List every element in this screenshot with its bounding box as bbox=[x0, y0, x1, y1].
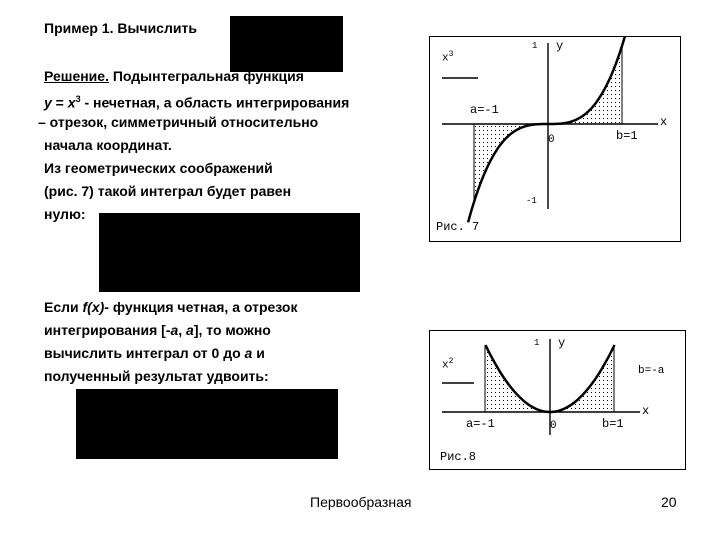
fig8-y-label: y bbox=[558, 336, 566, 350]
func-fx: f(x) bbox=[82, 299, 105, 315]
figure-7-plot bbox=[430, 37, 680, 241]
fig8-caption: Рис.8 bbox=[440, 450, 477, 464]
fig8-func-exp: 2 bbox=[448, 357, 454, 366]
var-a-2: a bbox=[186, 322, 194, 338]
fig7-top-tick: 1 bbox=[532, 41, 538, 51]
solution-line-7: нулю: bbox=[44, 206, 86, 222]
solution-line-1-text: Подынтегральная функция bbox=[108, 68, 304, 84]
fig8-a-label: a=-1 bbox=[466, 417, 495, 431]
fig7-func-x: x bbox=[442, 52, 449, 65]
figure-8-plot bbox=[430, 331, 685, 469]
even-line-1-b: - функция четная, а отрезок bbox=[104, 299, 298, 315]
even-line-3-b: и bbox=[252, 345, 265, 361]
even-line-3-a: вычислить интеграл от 0 до bbox=[44, 345, 245, 361]
var-y: y bbox=[44, 94, 52, 111]
var-a-1: a bbox=[170, 322, 179, 338]
page-number: 20 bbox=[661, 494, 677, 510]
fig8-b-neg-a-label: b=-a bbox=[638, 365, 665, 377]
even-line-4: полученный результат удвоить: bbox=[44, 368, 269, 384]
formula-redaction-1 bbox=[230, 16, 343, 72]
slide-title: Пример 1. Вычислить bbox=[44, 20, 197, 36]
fig7-b-label: b=1 bbox=[616, 129, 638, 143]
fig7-a-label: a=-1 bbox=[470, 103, 499, 117]
even-line-2-a: интегрирования [- bbox=[44, 322, 171, 338]
solution-line-2-text: - нечетная, а область интегрирования bbox=[80, 94, 350, 111]
formula-redaction-3 bbox=[76, 389, 338, 459]
fig7-bottom-tick: -1 bbox=[526, 196, 537, 206]
even-line-3 bbox=[44, 343, 265, 363]
even-line-2-c: ], то можно bbox=[193, 322, 271, 338]
solution-line-5: Из геометрических соображений bbox=[44, 160, 273, 176]
fig8-func-label bbox=[442, 357, 453, 372]
fig7-func-exp: 3 bbox=[448, 50, 454, 59]
fig7-y-label: y bbox=[556, 39, 564, 53]
fig7-x-label: x bbox=[660, 115, 668, 129]
fig8-top-tick: 1 bbox=[534, 338, 540, 348]
fig8-origin: 0 bbox=[550, 420, 557, 432]
var-a-3: a bbox=[244, 345, 253, 361]
fig7-func-label bbox=[442, 50, 453, 65]
fig8-func-x: x bbox=[442, 359, 449, 372]
formula-redaction-2 bbox=[99, 213, 360, 292]
solution-line-3: – отрезок, симметричный относительно bbox=[38, 114, 319, 130]
even-line-1 bbox=[44, 297, 297, 317]
solution-line-4: начала координат. bbox=[44, 137, 172, 153]
exponent: 3 bbox=[75, 94, 81, 104]
fig8-x-label: x bbox=[642, 404, 650, 418]
fig8-b-label: b=1 bbox=[602, 417, 624, 431]
var-x: x bbox=[67, 94, 76, 111]
even-line-2-b: , bbox=[178, 322, 187, 338]
footer-topic: Первообразная bbox=[310, 494, 412, 510]
solution-label: Решение. bbox=[44, 68, 109, 84]
figure-7 bbox=[429, 36, 681, 242]
solution-line-2 bbox=[44, 89, 349, 113]
even-line-1-a: Если bbox=[44, 299, 83, 315]
solution-line-1 bbox=[44, 66, 304, 86]
fig7-caption: Рис. 7 bbox=[436, 220, 480, 234]
figure-8 bbox=[429, 330, 686, 470]
solution-line-6: (рис. 7) такой интеграл будет равен bbox=[44, 183, 292, 199]
even-line-2 bbox=[44, 320, 271, 340]
fig7-origin: 0 bbox=[548, 134, 555, 146]
equals: = bbox=[51, 94, 68, 111]
